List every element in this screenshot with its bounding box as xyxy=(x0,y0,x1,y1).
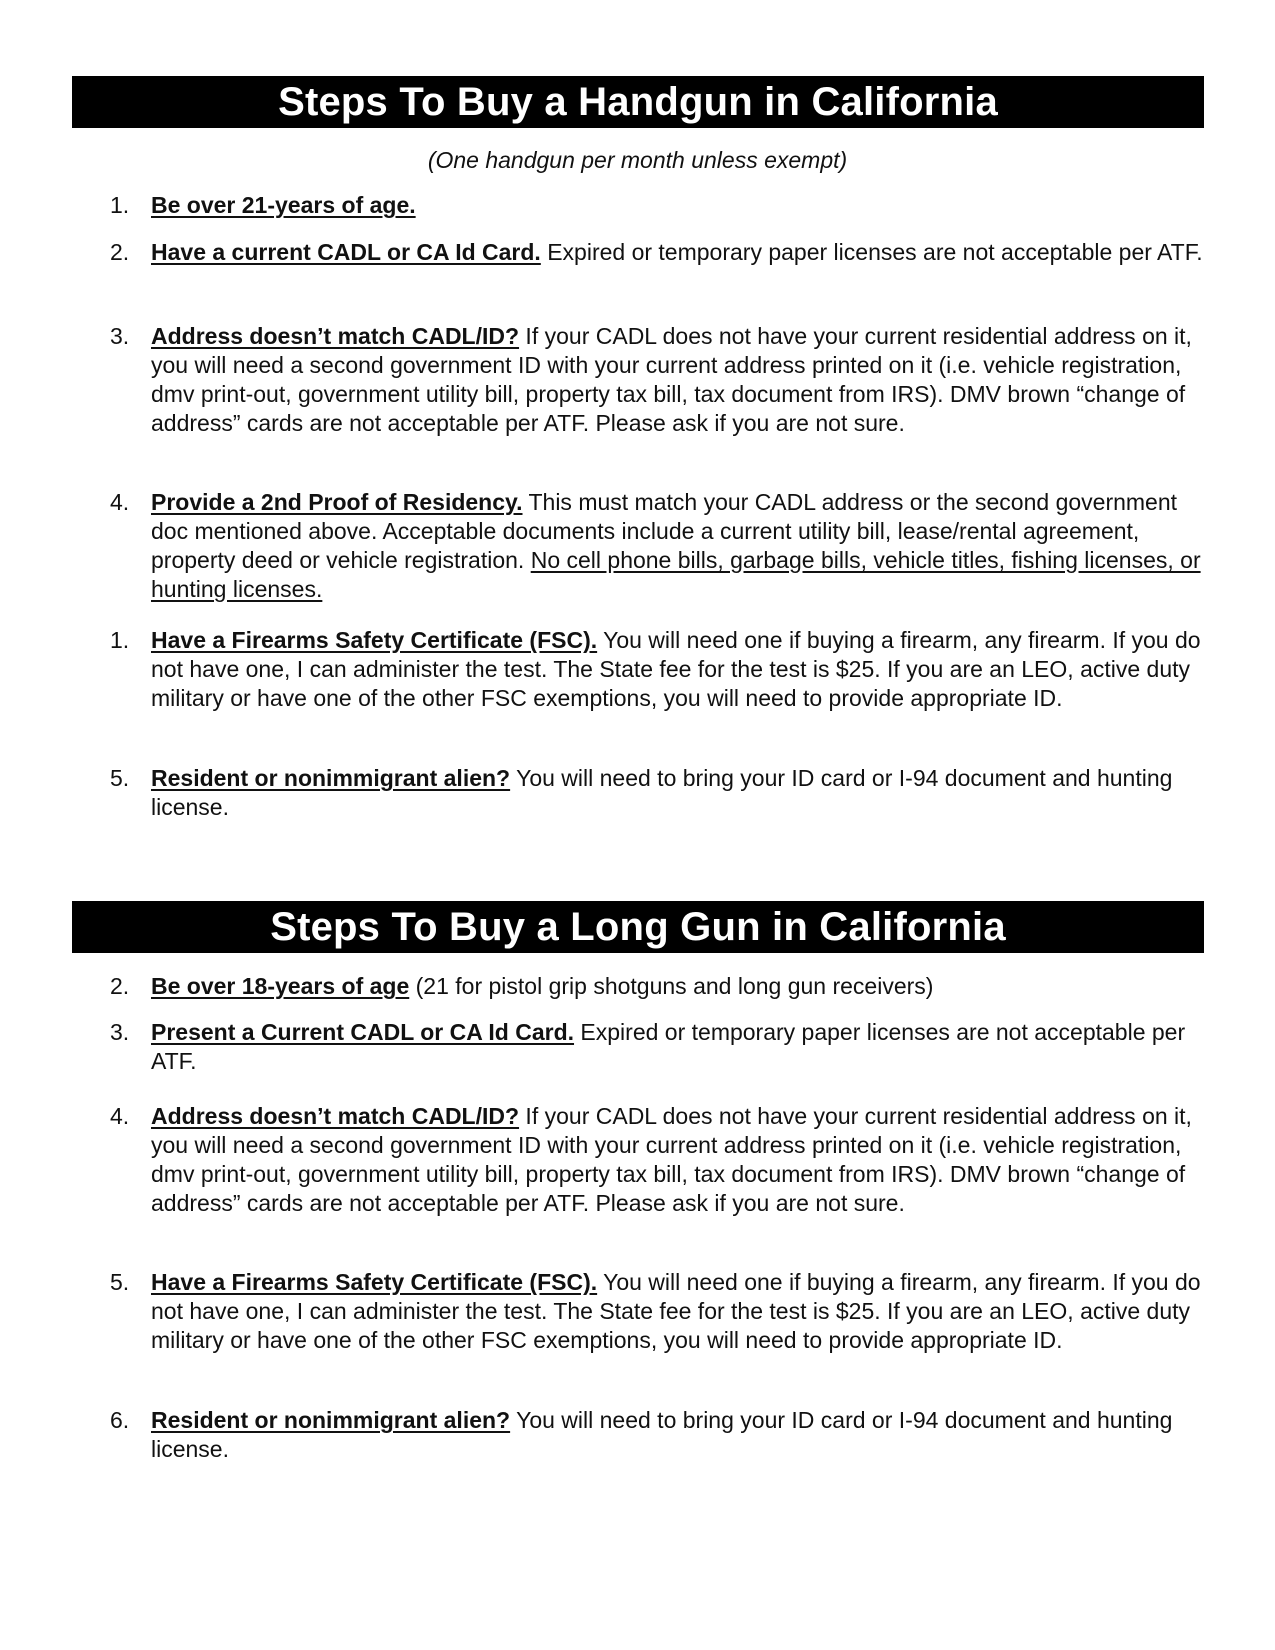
step-heading: Address doesn’t match CADL/ID? xyxy=(151,323,520,349)
step-text: You will need one if buying a firearm, any firearm. If you do not have one, I can administer the test. The State fee for the test is $25. If you are an LEO, active duty military or have one of the other FSC exemptions, you will need to provide appropriate ID. xyxy=(151,627,1201,711)
step-text: (21 for pistol grip shotguns and long gun receivers) xyxy=(409,973,934,999)
step-heading: Resident or nonimmigrant alien? xyxy=(151,1407,511,1433)
longgun-step-2 xyxy=(110,972,1210,1001)
step-text: You will need to bring your ID card or I-94 document and hunting license. xyxy=(151,765,1173,820)
step-heading: Be over 18-years of age xyxy=(151,973,410,999)
step-number: 3. xyxy=(110,323,130,349)
longgun-step-3 xyxy=(110,1018,1210,1076)
step-number: 5. xyxy=(110,765,130,791)
step-number: 2. xyxy=(110,973,130,999)
step-number: 4. xyxy=(110,489,130,515)
step-number: 3. xyxy=(110,1019,130,1045)
step-text: You will need to bring your ID card or I-94 document and hunting license. xyxy=(151,1407,1173,1462)
handgun-title: Steps To Buy a Handgun in California xyxy=(278,80,998,124)
longgun-title: Steps To Buy a Long Gun in California xyxy=(270,905,1006,949)
step-number: 6. xyxy=(110,1407,130,1433)
step-heading: Provide a 2nd Proof of Residency. xyxy=(151,489,523,515)
longgun-step-4 xyxy=(110,1102,1210,1218)
longgun-step-6 xyxy=(110,1406,1210,1464)
handgun-subtitle: (One handgun per month unless exempt) xyxy=(427,147,848,173)
step-text: Expired or temporary paper licenses are not acceptable per ATF. xyxy=(540,239,1203,265)
step-heading: Be over 21-years of age. xyxy=(151,192,416,218)
handgun-step-5 xyxy=(110,764,1210,822)
step-excluded-docs: No cell phone bills, garbage bills, vehicle titles, fishing licenses, or hunting licenses. xyxy=(151,547,1201,602)
handgun-step-fsc xyxy=(110,626,1210,713)
step-text: You will need one if buying a firearm, any firearm. If you do not have one, I can administer the test. The State fee for the test is $25. If you are an LEO, active duty military or have one of the other FSC exemptions, you will need to provide appropriate ID. xyxy=(151,1269,1201,1353)
longgun-title-banner xyxy=(72,901,1204,953)
step-number: 4. xyxy=(110,1103,130,1129)
step-heading: Have a current CADL or CA Id Card. xyxy=(151,239,541,265)
step-text: If your CADL does not have your current residential address on it, you will need a second government ID with your current address printed on it (i.e. vehicle registration, dmv print-out, government utility bill, property tax bill, tax document from IRS). DMV brown “change of address” cards are not acceptable per ATF. Please ask if you are not sure. xyxy=(151,323,1192,436)
step-number: 1. xyxy=(110,627,130,653)
handgun-title-banner xyxy=(72,76,1204,128)
step-number: 5. xyxy=(110,1269,130,1295)
handgun-step-1 xyxy=(110,191,1210,220)
handgun-step-2 xyxy=(110,238,1210,267)
step-number: 1. xyxy=(110,192,130,218)
handgun-step-3 xyxy=(110,322,1210,438)
step-number: 2. xyxy=(110,239,130,265)
handgun-step-4 xyxy=(110,488,1210,604)
step-heading: Address doesn’t match CADL/ID? xyxy=(151,1103,520,1129)
longgun-step-5 xyxy=(110,1268,1210,1355)
step-text: This must match your CADL address or the second government doc mentioned above. Acceptable documents include a current utility bill, lease/rental agreement, property deed or vehicle registration. xyxy=(151,489,1178,573)
step-heading: Have a Firearms Safety Certificate (FSC). xyxy=(151,1269,598,1295)
step-heading: Present a Current CADL or CA Id Card. xyxy=(151,1019,575,1045)
step-heading: Have a Firearms Safety Certificate (FSC). xyxy=(151,627,598,653)
step-text: Expired or temporary paper licenses are not acceptable per ATF. xyxy=(151,1019,1186,1074)
step-heading: Resident or nonimmigrant alien? xyxy=(151,765,511,791)
step-text: If your CADL does not have your current residential address on it, you will need a second government ID with your current address printed on it (i.e. vehicle registration, dmv print-out, government utility bill, property tax bill, tax document from IRS). DMV brown “change of address” cards are not acceptable per ATF. Please ask if you are not sure. xyxy=(151,1103,1192,1216)
